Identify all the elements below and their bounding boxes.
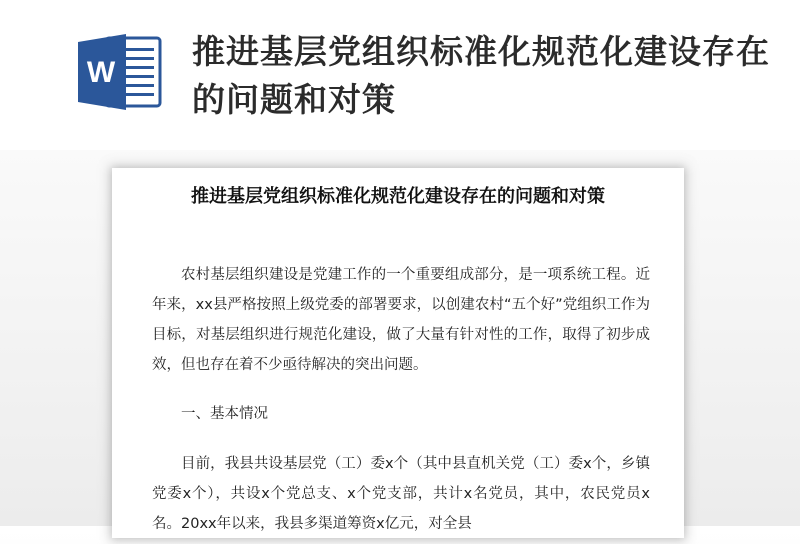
document-paragraph: 农村基层组织建设是党建工作的一个重要组成部分，是一项系统工程。近年来，xx县严格按照上级党委的部署要求，以创建农村“五个好”党组织工作为目标，对基层组织进行规范化建设，做了大量有针对性的工作，取得了初步成效，但也存在着不少亟待解决的突出问题。 bbox=[152, 267, 650, 373]
document-title: 推进基层党组织标准化规范化建设存在的问题和对策 bbox=[191, 186, 605, 207]
page-title: 推进基层党组织标准化规范化建设存在的问题和对策 bbox=[192, 32, 770, 119]
document-page bbox=[112, 168, 684, 538]
word-icon-letter: W bbox=[86, 56, 116, 89]
header-banner bbox=[0, 0, 800, 150]
word-document-icon bbox=[76, 32, 164, 112]
section-heading: 一、基本情况 bbox=[181, 406, 268, 422]
document-paragraph: 目前，我县共设基层党（工）委x个（其中县直机关党（工）委x个，乡镇党委x个），共设x个党总支、x个党支部，共计x名党员，其中，农民党员x名。20xx年以来，我县多渠道筹资x亿元，对全县 bbox=[152, 456, 650, 532]
